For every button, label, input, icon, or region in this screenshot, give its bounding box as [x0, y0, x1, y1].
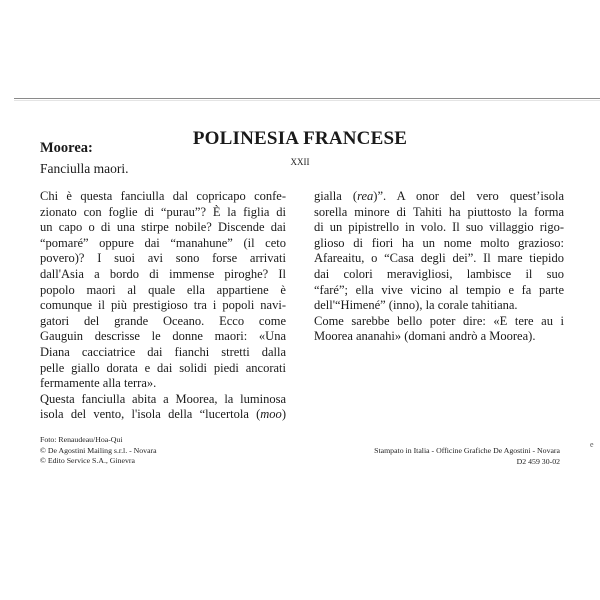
body-text: gialla (	[314, 189, 358, 203]
product-code: D2 459 30-02	[516, 456, 560, 466]
italic-word: rea	[357, 189, 374, 203]
credit-line: © De Agostini Mailing s.r.l. - Novara	[40, 445, 157, 455]
body-line: “faré”; ella vive vicino al tempio e fa parte	[314, 282, 564, 297]
printer-line: Stampato in Italia - Officine Grafiche De Agostini - Novara	[374, 446, 560, 455]
top-rule	[14, 98, 600, 99]
credit-line: © Edito Service S.A., Ginevra	[40, 456, 135, 465]
body-text: isola del vento, l'isola della “lucertola	[40, 407, 249, 422]
body-line: pelle giallo dorata e dai solidi piedi ancorati	[40, 360, 286, 375]
body-text: )”. A onor del vero quest’isola	[373, 189, 564, 203]
body-line: Afareaitu, o “Casa degli dei”. Il mare tiepido	[314, 251, 564, 266]
body-line: popolo maori al quale ella appartiene è	[40, 282, 286, 297]
body-line: un capo o di una stirpe nobile? Discende dai	[40, 220, 286, 235]
body-line: zionato con foglie di “purau”? È la figlia di	[40, 204, 286, 219]
body-line: Gauguin descrisse le donne maori: «Una	[40, 329, 286, 344]
place-heading: Moorea:	[40, 140, 93, 156]
body-line: Diana cacciatrice dai fianchi stretti dalla	[40, 344, 286, 359]
body-line: fermamente alla terra».	[40, 376, 157, 391]
top-rule-shadow	[14, 100, 600, 101]
body-line: Moorea ananahi» (domani andrò a Moorea).	[314, 329, 536, 344]
body-line: gatori del grande Oceano. Ecco come	[40, 313, 286, 328]
body-line-continued: isola del vento, l'isola della “lucertola (moo)	[40, 407, 286, 422]
card-number: XXII	[290, 157, 310, 167]
body-line: comunque il più prestigioso tra i popoli navi-	[40, 298, 286, 313]
body-line: “pomaré” oppure dai “manahune” (il ceto	[40, 235, 286, 250]
italic-word: moo	[260, 407, 282, 422]
edge-mark: e	[590, 440, 594, 449]
body-line: glioso di fiori ha un nome molto grazioso:	[314, 235, 564, 250]
body-line: Chi è questa fanciulla dal copricapo confe-	[40, 189, 286, 203]
body-line: dall'Asia a bordo di immense piroghe? Il	[40, 266, 286, 281]
body-line: Questa fanciulla abita a Moorea, la luminosa	[40, 391, 286, 406]
body-line: dell'“Himené” (inno), la corale tahitiana.	[314, 298, 518, 313]
body-line: di un pipistrello in volo. Il suo villaggio rigo-	[314, 220, 564, 235]
body-line: Come sarebbe bello poter dire: «E tere au i	[314, 313, 564, 328]
photo-credits	[40, 435, 157, 467]
credit-line: Foto: Renaudeau/Hoa-Qui	[40, 435, 123, 444]
body-line: povero)? I suoi avi sono forse arrivati	[40, 251, 286, 266]
body-line-continued	[314, 189, 564, 205]
printer-info	[330, 446, 560, 467]
text-column-right	[314, 189, 564, 345]
page-title: POLINESIA FRANCESE	[192, 128, 408, 149]
text-column-left	[40, 189, 286, 423]
body-line: sorella minore di Tahiti ha piuttosto la forma	[314, 204, 564, 219]
body-line: dai colori meravigliosi, lambisce il suo	[314, 266, 564, 281]
photo-subtitle: Fanciulla maori.	[40, 161, 129, 176]
body-text: )	[281, 407, 286, 422]
